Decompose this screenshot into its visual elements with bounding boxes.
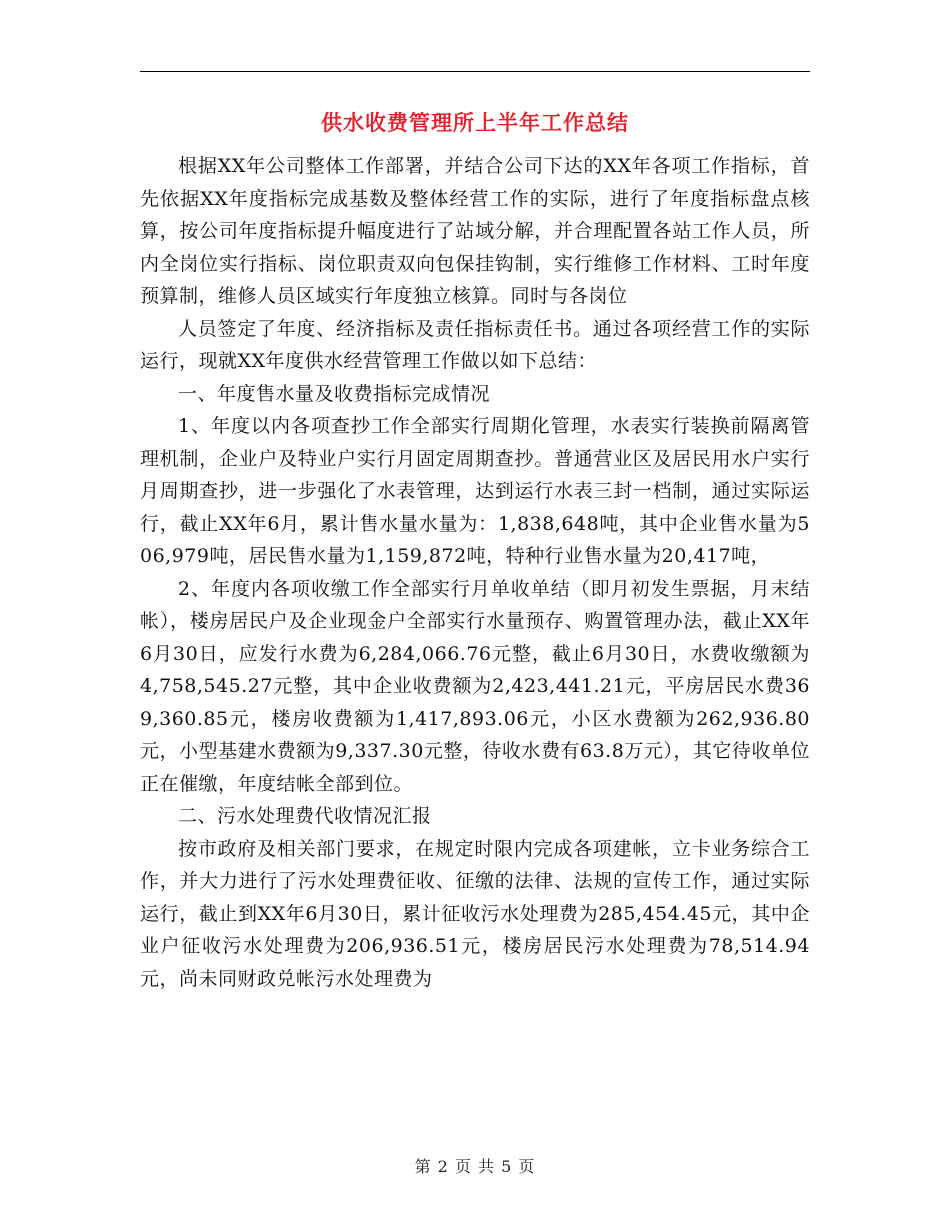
document-body — [140, 150, 810, 995]
paragraph-water-sales: 1、年度以内各项查抄工作全部实行周期化管理，水表实行装换前隔离管理机制，企业户及特业户实行月固定周期查抄。普通营业区及居民用水户实行月周期查抄，进一步强化了水表管理，达到运行水表三封一档制，通过实际运行，截止XX年6月，累计售水量水量为：1,838,648吨，其中企业售水量为506,979吨，居民售水量为1,159,872吨，特种行业售水量为20,417吨， — [140, 415, 810, 567]
paragraph-responsibility: 人员签定了年度、经济指标及责任指标责任书。通过各项经营工作的实际运行，现就XX年度供水经营管理工作做以如下总结： — [140, 317, 810, 372]
section-heading-1: 一、年度售水量及收费指标完成情况 — [178, 382, 491, 405]
paragraph-fee-collection: 2、年度内各项收缴工作全部实行月单收单结（即月初发生票据，月末结帐），楼房居民户及企业现金户全部实行水量预存、购置管理办法，截止XX年6月30日，应发行水费为6,284,066.76元整，截止6月30日，水费收缴额为4,758,545.27元整，其中企业收费额为2,423,441.21元，平房居民水费369,360.85元，楼房收费额为1,417,893.06元，小区水费额为262,936.80元，小型基建水费额为9,337.30元整，待收水费有63.8万元），其它待收单位正在催缴，年度结帐全部到位。 — [140, 577, 810, 795]
header-rule — [140, 71, 810, 72]
page-number: 第 2 页 共 5 页 — [414, 1157, 536, 1176]
paragraph-sewage-fees: 按市政府及相关部门要求，在规定时限内完成各项建帐，立卡业务综合工作，并大力进行了污水处理费征收、征缴的法律、法规的宣传工作，通过实际运行，截止到XX年6月30日，累计征收污水处理费为285,454.45元，其中企业户征收污水处理费为206,936.51元，楼房居民污水处理费为78,514.94元，尚未同财政兑帐污水处理费为 — [140, 837, 810, 990]
paragraph-intro: 根据XX年公司整体工作部署，并结合公司下达的XX年各项工作指标，首先依据XX年度指标完成基数及整体经营工作的实际，进行了年度指标盘点核算，按公司年度指标提升幅度进行了站域分解，并合理配置各站工作人员，所内全岗位实行指标、岗位职责双向包保挂钩制，实行维修工作材料、工时年度预算制，维修人员区域实行年度独立核算。同时与各岗位 — [140, 155, 810, 307]
section-heading-2: 二、污水处理费代收情况汇报 — [178, 805, 432, 827]
document-title: 供水收费管理所上半年工作总结 — [321, 111, 629, 135]
